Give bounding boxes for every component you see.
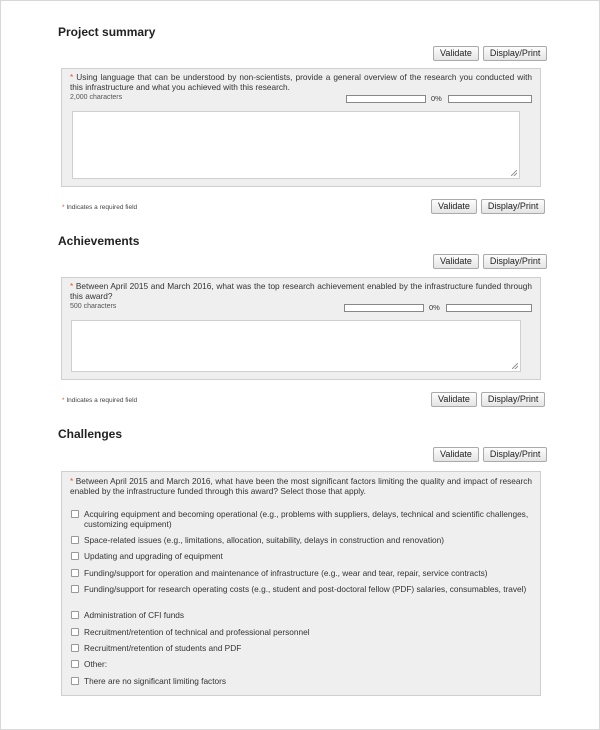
section-title-achievements: Achievements bbox=[58, 234, 140, 248]
challenge-option[interactable] bbox=[71, 535, 529, 545]
summary-progress-percent: 0% bbox=[431, 94, 442, 103]
checkbox[interactable] bbox=[71, 677, 79, 685]
summary-bottom-actions bbox=[431, 199, 545, 214]
summary-top-actions bbox=[433, 46, 547, 61]
section-title-project-summary: Project summary bbox=[58, 25, 156, 39]
challenges-top-actions bbox=[433, 447, 547, 462]
achievements-bottom-actions bbox=[431, 392, 545, 407]
option-label: Recruitment/retention of technical and professional personnel bbox=[84, 627, 310, 637]
option-label: There are no significant limiting factors bbox=[84, 676, 227, 686]
achievements-required-note bbox=[62, 397, 137, 404]
summary-progress-bar bbox=[346, 95, 426, 103]
challenge-option[interactable] bbox=[71, 551, 529, 561]
summary-question-text: Using language that can be understood by non-scientists, provide a general overview of the research you conducted with this infrastructure and what you achieved with this research. bbox=[70, 72, 532, 92]
checkbox[interactable] bbox=[71, 510, 79, 518]
challenges-question-text: Between April 2015 and March 2016, what have been the most significant factors limiting the quality and impact of research enabled by the infrastructure funded through this award? Select those that apply. bbox=[70, 476, 533, 496]
challenge-option[interactable] bbox=[71, 509, 529, 529]
challenge-option[interactable] bbox=[71, 610, 529, 620]
resize-grip-icon[interactable] bbox=[511, 170, 517, 176]
option-label: Updating and upgrading of equipment bbox=[84, 551, 223, 561]
required-marker: * bbox=[70, 476, 74, 486]
validate-button[interactable]: Validate bbox=[433, 46, 479, 61]
challenge-option[interactable] bbox=[71, 676, 529, 686]
summary-textarea[interactable] bbox=[72, 111, 520, 179]
summary-required-note bbox=[62, 204, 137, 211]
summary-panel bbox=[61, 68, 541, 187]
required-marker: * bbox=[70, 72, 74, 82]
challenge-option[interactable] bbox=[71, 659, 529, 669]
option-label: Other: bbox=[84, 659, 108, 669]
required-marker: * bbox=[70, 281, 74, 291]
achievements-counter bbox=[70, 302, 532, 314]
option-label: Funding/support for operation and maintenance of infrastructure (e.g., wear and tear, repair, service contracts) bbox=[84, 568, 488, 578]
summary-question bbox=[62, 69, 540, 92]
required-note-text: Indicates a required field bbox=[66, 397, 138, 404]
checkbox[interactable] bbox=[71, 611, 79, 619]
summary-counter bbox=[70, 93, 532, 105]
achievements-question bbox=[62, 278, 540, 301]
resize-grip-icon[interactable] bbox=[512, 363, 518, 369]
option-label: Recruitment/retention of students and PDF bbox=[84, 643, 242, 653]
option-label: Administration of CFI funds bbox=[84, 610, 185, 620]
validate-button[interactable]: Validate bbox=[433, 254, 479, 269]
validate-button[interactable]: Validate bbox=[433, 447, 479, 462]
challenge-option[interactable] bbox=[71, 643, 529, 653]
achievements-top-actions bbox=[433, 254, 547, 269]
option-label: Acquiring equipment and becoming operational (e.g., problems with suppliers, delays, technical and scientific challenges, customizing equipment) bbox=[84, 509, 529, 529]
challenge-option[interactable] bbox=[71, 584, 529, 594]
option-label: Funding/support for research operating costs (e.g., student and post-doctoral fellow (PDF) salaries, consumables, travel) bbox=[84, 584, 527, 594]
checkbox[interactable] bbox=[71, 628, 79, 636]
summary-char-limit: 2,000 characters bbox=[70, 94, 123, 101]
checkbox[interactable] bbox=[71, 569, 79, 577]
checkbox[interactable] bbox=[71, 585, 79, 593]
checkbox[interactable] bbox=[71, 552, 79, 560]
checkbox[interactable] bbox=[71, 644, 79, 652]
display-print-button[interactable]: Display/Print bbox=[481, 199, 546, 214]
challenge-option[interactable] bbox=[71, 568, 529, 578]
achievements-progress-bar bbox=[344, 304, 424, 312]
required-marker: * bbox=[62, 397, 65, 404]
required-marker: * bbox=[62, 204, 65, 211]
option-label: Space-related issues (e.g., limitations, allocation, suitability, delays in construction and renovation) bbox=[84, 535, 445, 545]
achievements-char-limit: 500 characters bbox=[70, 303, 117, 310]
checkbox[interactable] bbox=[71, 660, 79, 668]
achievements-panel bbox=[61, 277, 541, 380]
achievements-textarea[interactable] bbox=[71, 320, 521, 372]
checkbox[interactable] bbox=[71, 536, 79, 544]
challenges-question bbox=[62, 472, 540, 496]
achievements-remaining-bar bbox=[446, 304, 532, 312]
validate-button[interactable]: Validate bbox=[431, 392, 477, 407]
display-print-button[interactable]: Display/Print bbox=[483, 447, 548, 462]
display-print-button[interactable]: Display/Print bbox=[483, 46, 548, 61]
section-title-challenges: Challenges bbox=[58, 427, 123, 441]
display-print-button[interactable]: Display/Print bbox=[483, 254, 548, 269]
achievements-progress-percent: 0% bbox=[429, 303, 440, 312]
achievements-question-text: Between April 2015 and March 2016, what was the top research achievement enabled by the infrastructure funded through this award? bbox=[70, 281, 532, 301]
summary-remaining-bar bbox=[448, 95, 532, 103]
challenge-option[interactable] bbox=[71, 627, 529, 637]
validate-button[interactable]: Validate bbox=[431, 199, 477, 214]
required-note-text: Indicates a required field bbox=[66, 204, 138, 211]
display-print-button[interactable]: Display/Print bbox=[481, 392, 546, 407]
